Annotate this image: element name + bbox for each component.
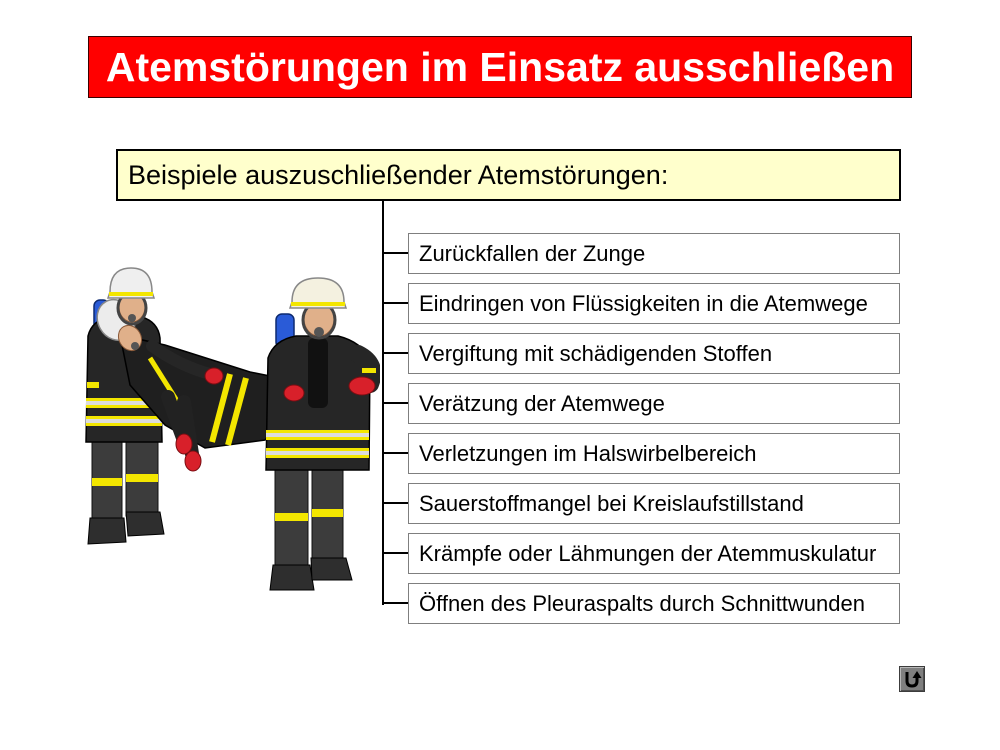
face-mask-valve [131,342,139,350]
glove [349,377,375,395]
sleeve-stripe [87,382,99,388]
firefighter-rescue-illustration [80,262,380,597]
glove [205,368,223,384]
connector-branch [383,483,408,524]
reflective-stripe [312,509,343,517]
glove [185,451,201,471]
boot [88,518,126,544]
face-mask-valve [314,327,324,337]
connector-branch [383,283,408,324]
helmet-stripe [291,302,345,306]
back-button[interactable] [899,666,925,692]
reflective-band-silver [266,451,369,455]
list-item: Zurückfallen der Zunge [408,233,900,274]
boot [126,512,164,536]
glove [176,434,192,454]
glove [284,385,304,401]
reflective-stripe [126,474,158,482]
list-item: Öffnen des Pleuraspalts durch Schnittwunden [408,583,900,624]
list-item: Krämpfe oder Lähmungen der Atemmuskulatur [408,533,900,574]
connector-branch [383,333,408,374]
list-item: Eindringen von Flüssigkeiten in die Atemwege [408,283,900,324]
slide-title: Atemstörungen im Einsatz ausschließen [88,36,912,98]
list-item: Verätzung der Atemwege [408,383,900,424]
breathing-disorder-list [408,233,900,624]
reflective-band-silver [266,433,369,437]
list-item: Sauerstoffmangel bei Kreislaufstillstand [408,483,900,524]
boot [311,558,352,580]
reflective-band-silver [86,419,162,423]
sleeve-stripe [362,368,376,373]
connector-branch [383,583,408,624]
u-turn-arrow-icon [900,667,924,691]
reflective-stripe [92,478,122,486]
boot [270,565,314,590]
list-item: Verletzungen im Halswirbelbereich [408,433,900,474]
connector-branch [383,533,408,574]
connector-branch [383,233,408,274]
connector-branches [383,233,408,624]
list-header: Beispiele auszuschließender Atemstörungen: [116,149,901,201]
breathing-hose [308,338,328,408]
connector-branch [383,383,408,424]
connector-branch [383,433,408,474]
face-mask-valve [128,314,136,322]
helmet-stripe [109,292,153,296]
reflective-stripe [275,513,308,521]
firefighter-right [266,278,376,590]
list-item: Vergiftung mit schädigenden Stoffen [408,333,900,374]
